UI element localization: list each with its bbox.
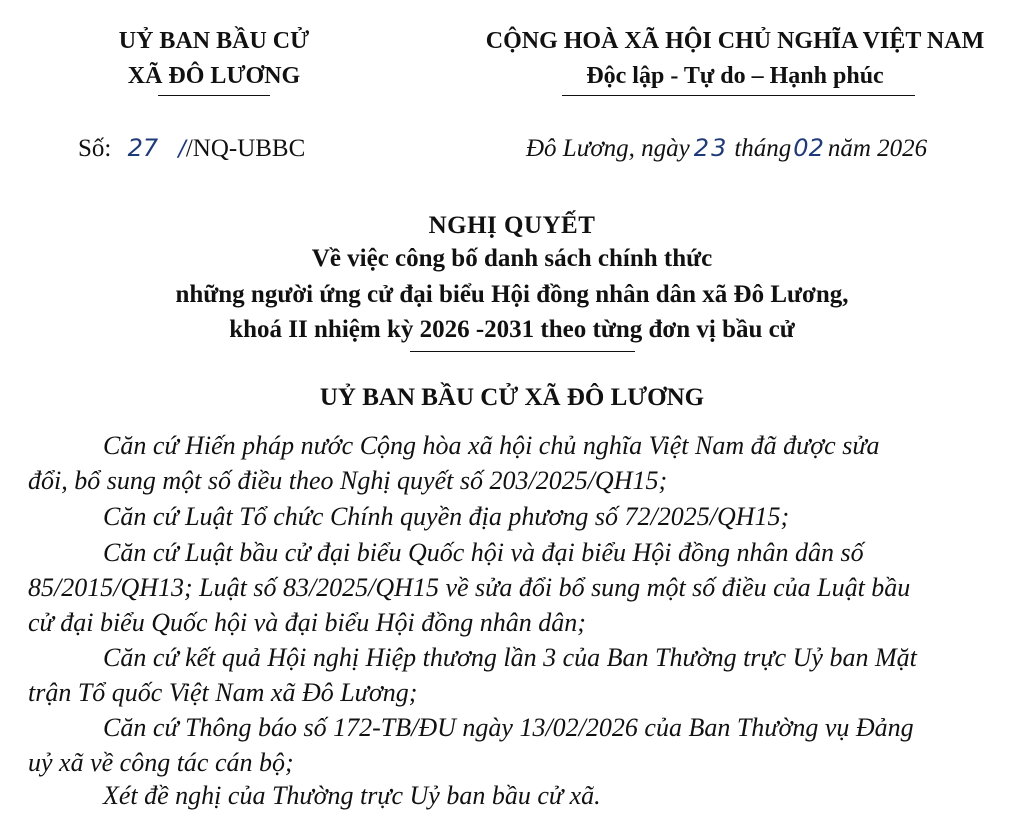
date-place: Đô Lương, ngày [526, 135, 690, 162]
handwritten-month: 02 [793, 134, 824, 162]
handwritten-day: 23 [693, 134, 729, 162]
org-name-line1: UỶ BAN BẦU CỬ [118, 28, 310, 54]
basis-line-2: đổi, bổ sung một số điều theo Nghị quyết số 203/2025/QH15; [28, 466, 668, 495]
nation-line1: CỘNG HOÀ XÃ HỘI CHỦ NGHĨA VIỆT NAM [485, 28, 985, 54]
basis-line-3: Căn cứ Luật Tổ chức Chính quyền địa phương số 72/2025/QH15; [103, 502, 790, 531]
handwritten-slash: / [178, 137, 186, 162]
nation-motto: Độc lập - Tự do – Hạnh phúc [586, 63, 884, 89]
basis-line-11: Xét đề nghị của Thường trực Uỷ ban bầu cử xã. [103, 781, 601, 810]
basis-line-1: Căn cứ Hiến pháp nước Cộng hòa xã hội chủ nghĩa Việt Nam đã được sửa [103, 431, 880, 460]
handwritten-number: 27 [127, 134, 159, 162]
number-label: Số: [78, 135, 112, 162]
date-year: năm 2026 [827, 135, 928, 162]
document-number [78, 134, 305, 163]
resolution-heading: NGHỊ QUYẾT [428, 212, 596, 239]
basis-line-10: uỷ xã về công tác cán bộ; [28, 748, 294, 777]
issuing-body: UỶ BAN BẦU CỬ XÃ ĐÔ LƯƠNG [319, 384, 705, 411]
title-underline [410, 351, 635, 352]
resolution-subject-line1: Về việc công bố danh sách chính thức [311, 245, 713, 272]
date-month-label: tháng [734, 135, 792, 162]
basis-line-5: 85/2015/QH13; Luật số 83/2025/QH15 về sửa đổi bổ sung một số điều của Luật bầu [28, 573, 911, 602]
org-name-line2: XÃ ĐÔ LƯƠNG [127, 63, 301, 89]
resolution-subject-line2: những người ứng cử đại biểu Hội đồng nhân dân xã Đô Lương, [175, 281, 849, 308]
org-underline [158, 95, 270, 96]
document-date [526, 134, 927, 163]
resolution-subject-line3: khoá II nhiệm kỳ 2026 -2031 theo từng đơn vị bầu cử [229, 316, 795, 343]
basis-line-7: Căn cứ kết quả Hội nghị Hiệp thương lần 3 của Ban Thường trực Uỷ ban Mặt [103, 643, 917, 672]
motto-underline [562, 95, 915, 96]
basis-line-8: trận Tổ quốc Việt Nam xã Đô Lương; [28, 678, 418, 707]
basis-line-4: Căn cứ Luật bầu cử đại biểu Quốc hội và đại biểu Hội đồng nhân dân số [103, 538, 864, 567]
basis-line-6: cử đại biểu Quốc hội và đại biểu Hội đồng nhân dân; [28, 608, 586, 637]
number-suffix: /NQ-UBBC [185, 135, 306, 162]
basis-line-9: Căn cứ Thông báo số 172-TB/ĐU ngày 13/02/2026 của Ban Thường vụ Đảng [103, 713, 914, 742]
